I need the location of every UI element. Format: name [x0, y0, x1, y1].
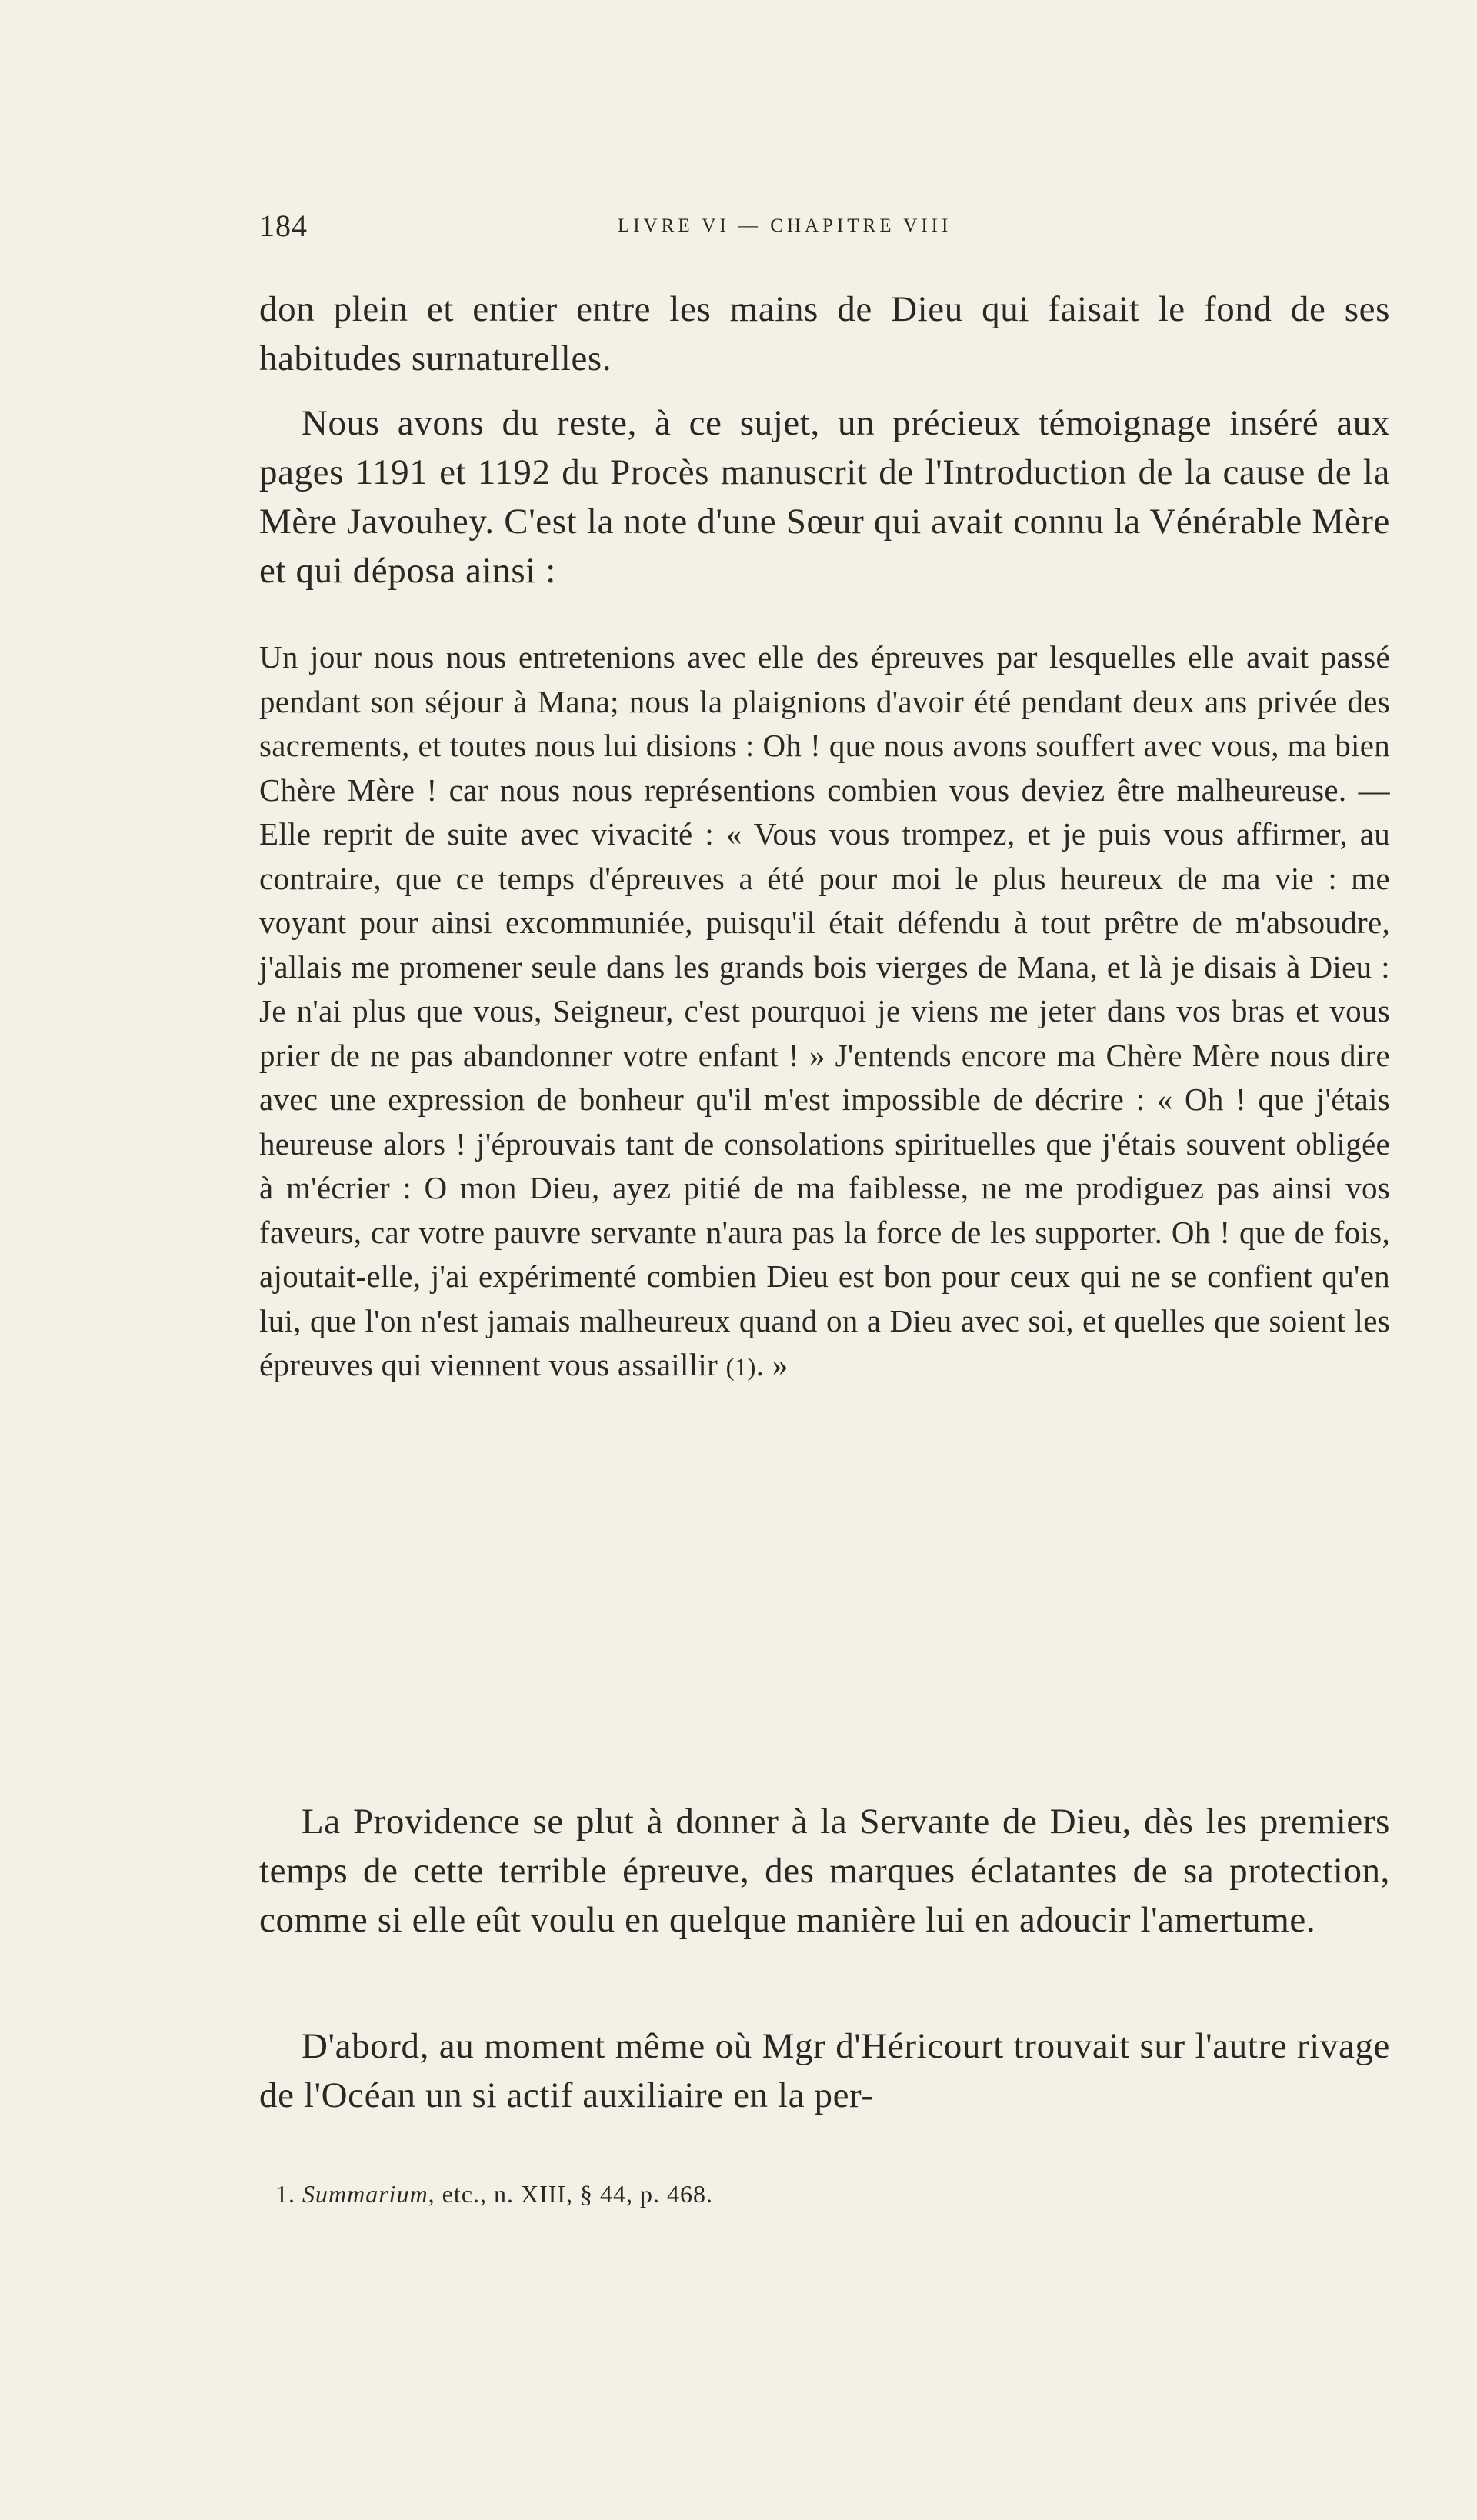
footnote-number: 1.	[275, 2180, 295, 2208]
footnote-reference: (1)	[725, 1354, 756, 1382]
paragraph-1: don plein et entier entre les mains de Dieu qui faisait le fond de ses habitudes surnaturelles.	[259, 289, 1390, 378]
quote-closing: . »	[755, 1347, 789, 1382]
paragraph-3: La Providence se plut à donner à la Servante de Dieu, dès les premiers temps de cette terrible épreuve, des marques éclatantes de sa protection, comme si elle eût voulu en quelque manière lui en adoucir l'amertume.	[259, 1802, 1390, 1940]
footnote-details: , etc., n. XIII, § 44, p. 468.	[428, 2180, 714, 2208]
running-head: LIVRE VI — CHAPITRE VIII	[618, 215, 952, 236]
quote-text: Un jour nous nous entretenions avec elle des épreuves par lesquelles elle avait passé pendant son séjour à Mana; nous la plaignions d'avoir été pendant deux ans privée des sacrements, et toutes nous lui disions : Oh ! que nous avons souffert avec vous, ma bien Chère Mère ! car nous nous représentions combien vous deviez être malheureuse. — Elle reprit de suite avec vivacité : « Vous vous trompez, et je puis vous affirmer, au contraire, que ce temps d'épreuves a été pour moi le plus heureux de ma vie : me voyant pour ainsi excommuniée, puisqu'il était défendu à tout prêtre de m'absoudre, j'allais me promener seule dans les grands bois vierges de Mana, et là je disais à Dieu : Je n'ai plus que vous, Seigneur, c'est pourquoi je viens me jeter dans vos bras et vous prier de ne pas abandonner votre enfant ! » J'entends encore ma Chère Mère nous dire avec une expression de bonheur qu'il m'est impossible de décrire : « Oh ! que j'étais heureuse alors ! j'éprouvais tant de consolations spirituelles que j'étais souvent obligée à m'écrier : O mon Dieu, ayez pitié de ma faiblesse, ne me prodiguez pas ainsi vos faveurs, car votre pauvre servante n'aura pas la force de les supporter. Oh ! que de fois, ajoutait-elle, j'ai expérimenté combien Dieu est bon pour ceux qui ne se confient qu'en lui, que l'on n'est jamais malheureux quand on a Dieu avec soi, et quelles que soient les épreuves qui viennent vous assaillir	[259, 639, 1390, 1382]
page-number: 184	[259, 208, 308, 243]
paragraph-2: Nous avons du reste, à ce sujet, un précieux témoignage inséré aux pages 1191 et 1192 du Procès manuscrit de l'Introduction de la cause de la Mère Javouhey. C'est la note d'une Sœur qui avait connu la Vénérable Mère et qui déposa ainsi :	[259, 403, 1390, 591]
paragraph-4: D'abord, au moment même où Mgr d'Héricourt trouvait sur l'autre rivage de l'Océan un si actif auxiliaire en la per-	[259, 2026, 1390, 2115]
page-header	[259, 203, 1390, 249]
footnote	[275, 2177, 713, 2211]
testimony-quote	[259, 635, 1390, 1391]
footnote-source: Summarium	[302, 2180, 428, 2208]
